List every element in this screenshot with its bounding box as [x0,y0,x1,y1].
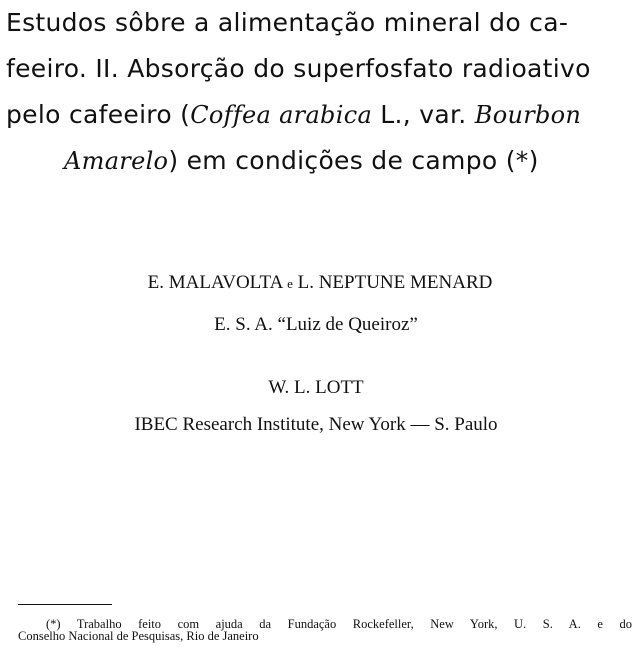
affiliation-2: IBEC Research Institute, New York — S. Paulo [134,414,498,435]
author-1: E. MALAVOLTA [147,272,283,293]
footnote-line-2: Conselho Nacional de Pesquisas, Rio de Janeiro [18,629,259,643]
title-line-3 [6,92,630,138]
article-title [6,0,630,184]
footnote-rule [18,604,112,605]
title-line-4-suffix: ) em condições de campo (*) [168,146,539,175]
title-line-3-prefix: pelo cafeeiro ( [6,100,191,129]
affiliation-1: E. S. A. “Luiz de Queiroz” [214,314,418,335]
author-2: L. NEPTUNE MENARD [297,272,493,293]
author-conjunction: e [287,276,293,291]
title-line-4 [6,138,630,184]
footnote-line-1: (*) Trabalho feito com ajuda da Fundação Rockefeller, New York, U. S. A. e do [46,617,632,631]
species-name: Coffea arabica [190,101,373,129]
title-line-2: feeiro. II. Absorção do superfosfato radioativo [6,54,591,83]
variety-name-part-2: Amarelo [64,147,169,175]
author-3: W. L. LOTT [268,377,364,398]
footnote [18,618,632,642]
title-line-3-middle: L., var. [372,100,475,129]
authors-line [0,272,632,294]
title-line-1: Estudos sôbre a alimentação mineral do ca- [6,8,569,37]
variety-name-part-1: Bourbon [474,101,582,129]
